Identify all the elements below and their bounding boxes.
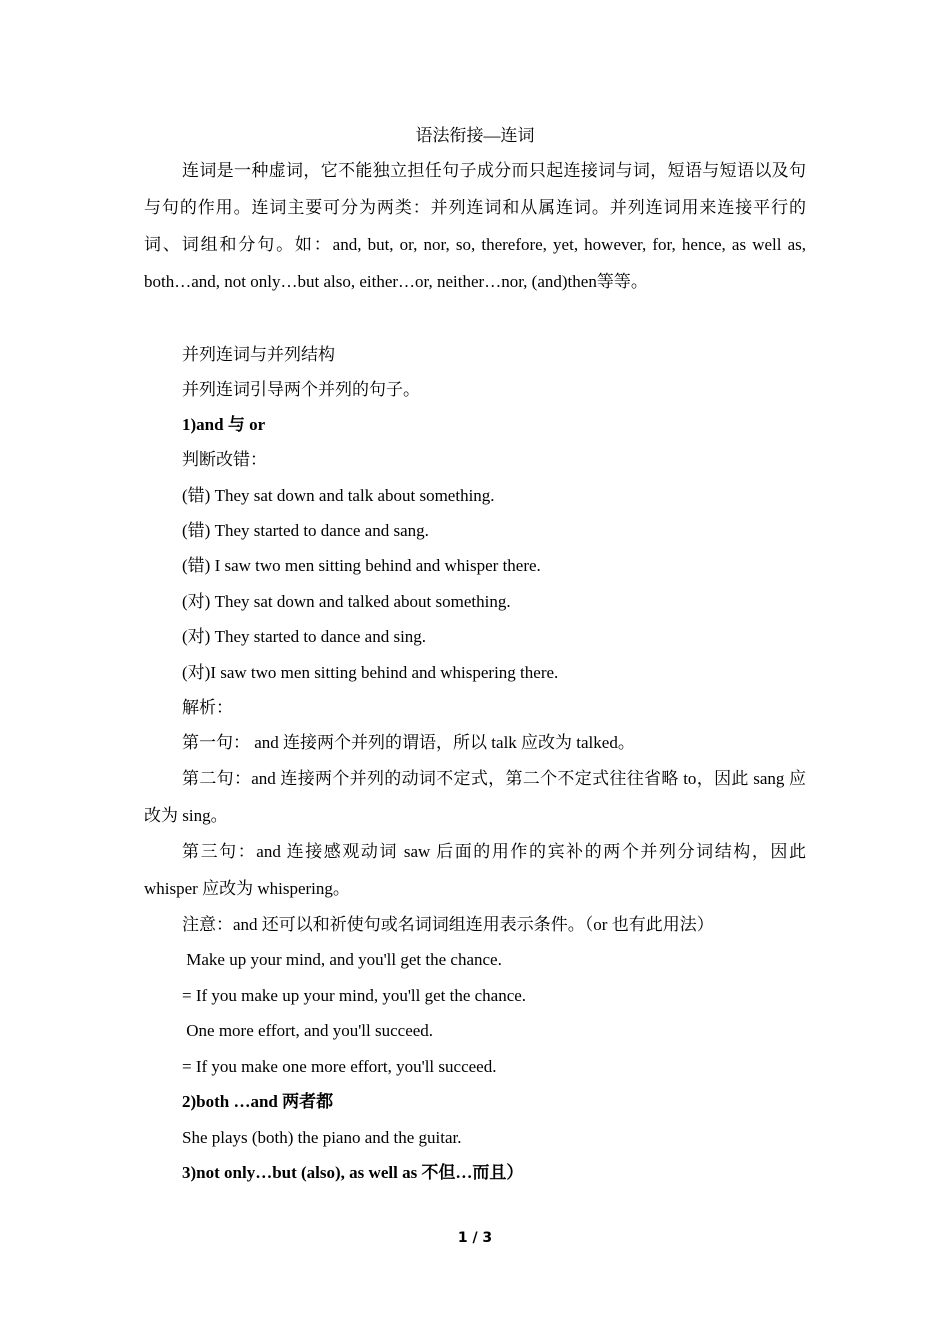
wrong-sentence-1: (错) They sat down and talk about something. [182,486,495,505]
coordinating-description: 并列连词引导两个并列的句子。 [182,380,420,399]
intro-paragraph: 连词是一种虚词，它不能独立担任句子成分而只起连接词与词，短语与短语以及句与句的作用。连词主要可分为两类：并列连词和从属连词。并列连词用来连接平行的词、词组和分句。如：and, but, or, nor, so, therefore, yet, however, for, hence, as well as, both…and, not only…but also, either…or, neither…nor, (and)then等等。 [144,161,806,291]
right-sentence-2: (对) They started to dance and sing. [182,627,427,646]
section2-title: 2)both …and 两者都 [182,1092,334,1111]
section1-title: 1)and 与 or [182,415,266,434]
example-1: Make up your mind, and you'll get the chance. [182,950,502,969]
page-indicator: 1 / 3 [457,1230,493,1246]
example-2: One more effort, and you'll succeed. [182,1021,434,1040]
right-sentence-3: (对)I saw two men sitting behind and whispering there. [182,663,559,682]
example-2-equivalent: = If you make one more effort, you'll succeed. [182,1057,497,1076]
example-1-equivalent: = If you make up your mind, you'll get the chance. [182,986,527,1005]
document-title: 语法衔接—连词 [415,126,535,145]
right-sentence-1: (对) They sat down and talked about something. [182,592,511,611]
analysis-3: 第三句：and 连接感观动词 saw 后面的用作的宾补的两个并列分词结构，因此 whisper 应改为 whispering。 [144,842,806,898]
wrong-sentence-2: (错) They started to dance and sang. [182,521,429,540]
analysis-label: 解析： [182,698,233,717]
section2-example: She plays (both) the piano and the guitar. [182,1128,462,1147]
analysis-1: 第一句： and 连接两个并列的谓语，所以 talk 应改为 talked。 [182,733,635,752]
analysis-2: 第二句：and 连接两个并列的动词不定式，第二个不定式往往省略 to，因此 sang 应改为 sing。 [144,769,806,825]
section3-title: 3)not only…but (also), as well as 不但…而且） [182,1163,524,1182]
wrong-sentence-3: (错) I saw two men sitting behind and whisper there. [182,556,541,575]
heading-coordinating: 并列连词与并列结构 [182,345,335,364]
judge-label: 判断改错： [182,450,267,469]
note-paragraph: 注意：and 还可以和祈使句或名词词组连用表示条件。（or 也有此用法） [182,915,714,934]
